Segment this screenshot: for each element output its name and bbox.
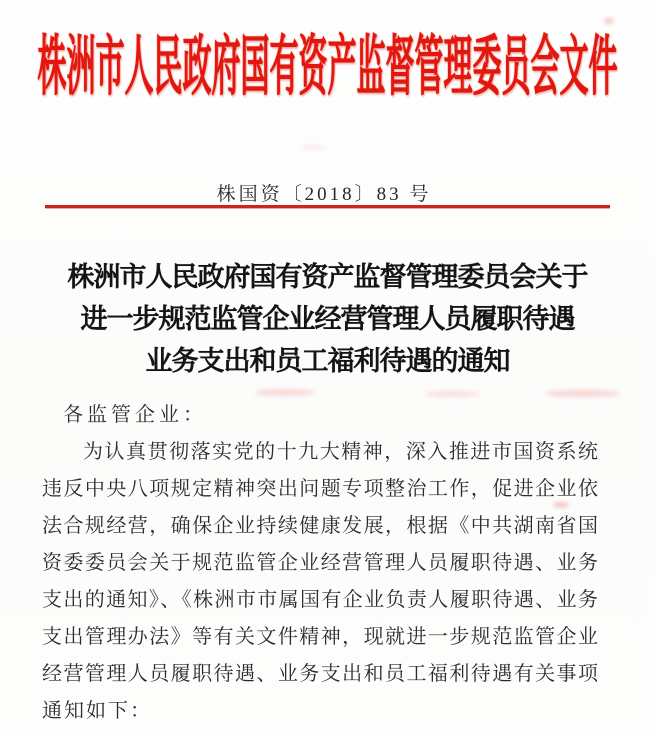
salutation-line: 各监管企业：	[63, 404, 207, 426]
body-text-line-2: 违反中央八项规定精神突出问题专项整治工作，促进企业依	[42, 478, 598, 500]
document-title-line-3: 业务支出和员工福利待遇的通知	[145, 346, 510, 376]
body-text-line-3: 法合规经营，确保企业持续健康发展，根据《中共湖南省国	[42, 515, 598, 537]
body-text-line-8: 通知如下：	[42, 700, 152, 722]
red-letterhead	[0, 32, 655, 105]
letterhead-org-title: 株洲市人民政府国有资产监督管理委员会文件	[37, 32, 618, 105]
body-text-line-7: 经营管理人员履职待遇、业务支出和员工福利待遇有关事项	[42, 663, 598, 685]
scan-artifact	[545, 390, 620, 397]
body-text-line-5: 支出的通知》、《株洲市市属国有企业负责人履职待遇、业务	[42, 589, 598, 611]
document-title-line-1: 株洲市人民政府国有资产监督管理委员会关于	[67, 262, 588, 292]
red-divider-line	[45, 205, 610, 208]
body-text-line-4: 资委委员会关于规范监管企业经营管理人员履职待遇、业务	[42, 552, 598, 574]
scan-artifact	[300, 145, 326, 150]
scan-artifact	[255, 389, 315, 396]
document-title-line-2: 进一步规范监管企业经营管理人员履职待遇	[80, 304, 575, 334]
body-text-line-1: 为认真贯彻落实党的十九大精神，深入推进市国资系统	[83, 441, 598, 463]
document-body	[42, 397, 598, 730]
document-number: 株国资〔2018〕83 号	[216, 184, 432, 205]
body-text-line-6: 支出管理办法》等有关文件精神，现就进一步规范监管企业	[42, 626, 598, 648]
document-title	[0, 256, 655, 382]
